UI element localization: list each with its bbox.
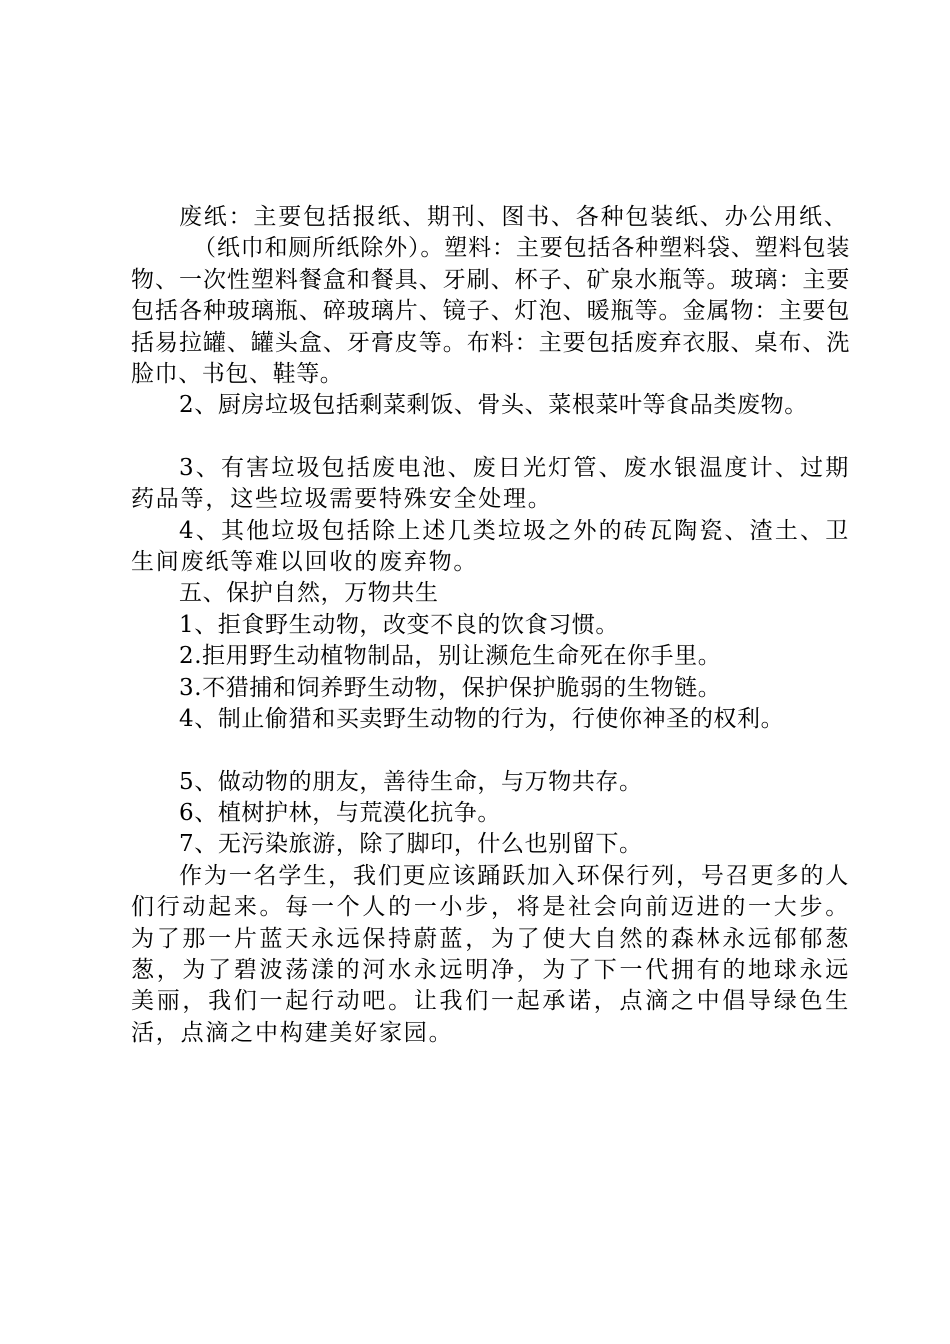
paragraph-kitchen-waste: 2、厨房垃圾包括剩菜剩饭、骨头、菜根菜叶等食品类废物。 xyxy=(179,392,808,419)
paragraph-waste-paper: 废纸：主要包括报纸、期刊、图书、各种包装纸、办公用纸、 xyxy=(179,204,849,230)
document-page xyxy=(131,202,850,1049)
paragraph-conclusion: 作为一名学生，我们更应该踊跃加入环保行列，号召更多的人们行动起来。每一个人的一小步，将是社会向前迈进的一大步。为了那一片蓝天永远保持蔚蓝，为了使大自然的森林永远郁郁葱葱，为了碧波荡漾的河水永远明净，为了下一代拥有的地球永远美丽，我们一起行动吧。让我们一起承诺，点滴之中倡导绿色生活，点滴之中构建美好家园。 xyxy=(131,862,850,1046)
list-item: 7、无污染旅游，除了脚印，什么也别留下。 xyxy=(179,831,643,858)
list-item: 6、植树护林，与荒漠化抗争。 xyxy=(179,799,502,826)
list-item: 1、拒食野生动物，改变不良的饮食习惯。 xyxy=(179,611,620,638)
list-item: 4、制止偷猎和买卖野生动物的行为，行使你神圣的权利。 xyxy=(179,706,785,733)
paragraph-other-waste: 4、其他垃圾包括除上述几类垃圾之外的砖瓦陶瓷、渣土、卫生间废纸等难以回收的废弃物。 xyxy=(131,517,850,576)
paragraph-hazardous-waste: 3、有害垃圾包括废电池、废日光灯管、废水银温度计、过期药品等，这些垃圾需要特殊安全处理。 xyxy=(131,454,850,513)
paragraph-recyclables: （纸巾和厕所纸除外）。塑料：主要包括各种塑料袋、塑料包装物、一次性塑料餐盒和餐具、牙刷、杯子、矿泉水瓶等。玻璃：主要包括各种玻璃瓶、碎玻璃片、镜子、灯泡、暖瓶等。金属物：主要包括易拉罐、罐头盒、牙膏皮等。布料：主要包括废弃衣服、桌布、洗脸巾、书包、鞋等。 xyxy=(131,235,850,388)
section-heading-protect-nature: 五、保护自然，万物共生 xyxy=(179,580,439,607)
list-item: 3.不猎捕和饲养野生动物，保护保护脆弱的生物链。 xyxy=(179,674,722,701)
list-item: 5、做动物的朋友，善待生命，与万物共存。 xyxy=(179,768,643,795)
list-item: 2.拒用野生动植物制品，别让濒危生命死在你手里。 xyxy=(179,643,722,670)
